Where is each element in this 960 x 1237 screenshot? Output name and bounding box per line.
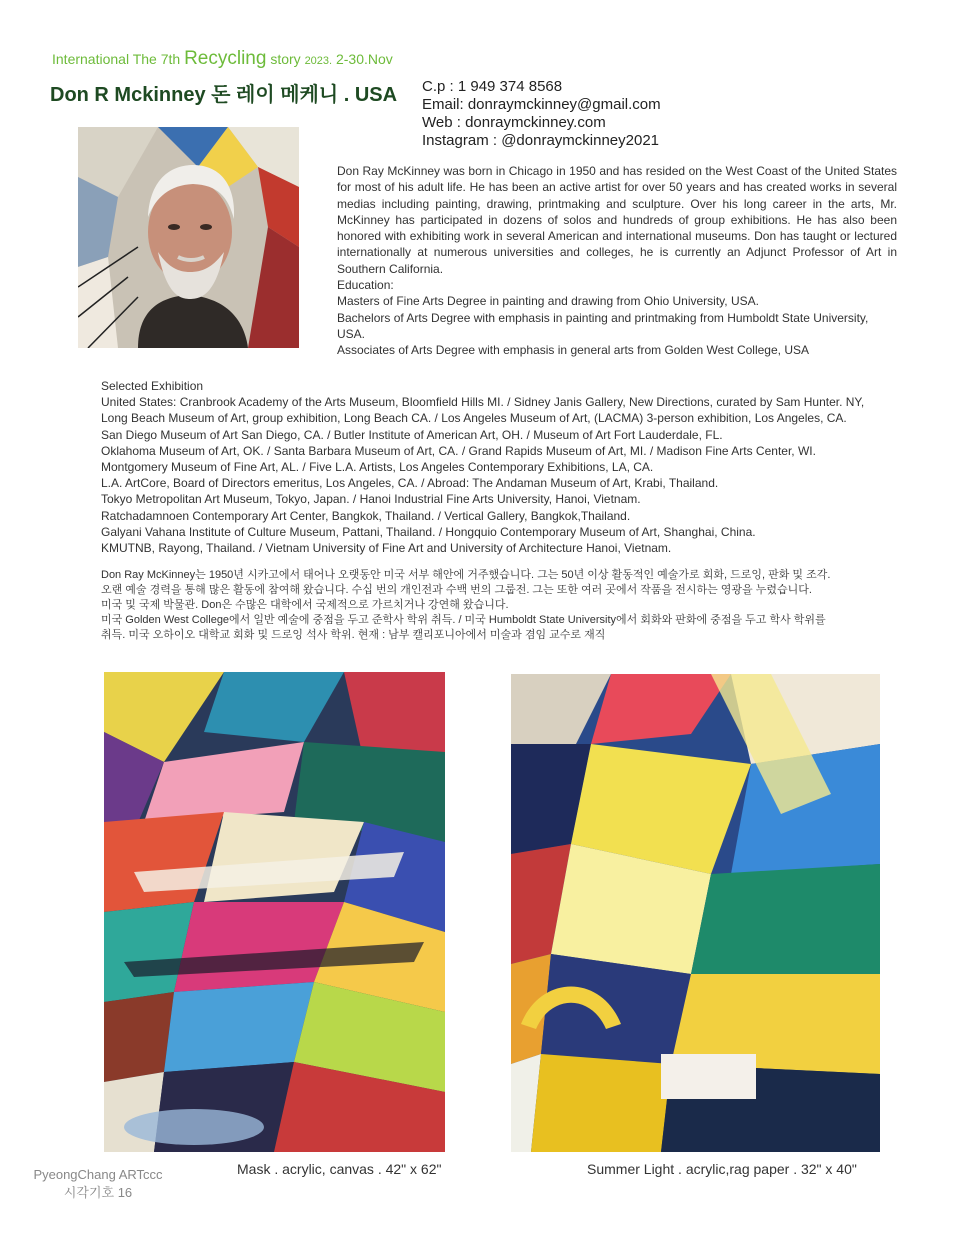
contact-web: Web : donraymckinney.com — [422, 114, 606, 131]
header-prefix: International The 7th — [52, 51, 185, 67]
korean-line: 오랜 예술 경력을 통해 많은 활동에 참여해 왔습니다. 수십 번의 개인전과 수백 번의 그룹전. 그는 또한 여러 곳에서 작품을 전시하는 영광을 누렸습니다. — [101, 584, 812, 596]
footer-publication: PyeongChang ARTccc — [33, 1167, 163, 1182]
contact-instagram: Instagram : @donraymckinney2021 — [422, 132, 660, 149]
header-year: 2023. — [304, 55, 333, 67]
artwork-caption-mask: Mask . acrylic, canvas . 42" x 62" — [237, 1161, 442, 1177]
exhibition-line: San Diego Museum of Art San Diego, CA. / Butler Institute of American Art, OH. / Museum of Art Fort Lauderdale, FL. — [101, 427, 723, 442]
korean-line: Don Ray McKinney는 1950년 시카고에서 태어나 오랫동안 미국 서부 해안에 거주했습니다. 그는 50년 이상 활동적인 예술가로 회화, 드로잉, 판화 및 조각. — [101, 569, 831, 581]
bio-paragraph: Don Ray McKinney was born in Chicago in 1950 and has resided on the West Coast of the United States for most of his adult life. He has been an active artist for over 50 years and has created works in several medias including painting, drawing, printmaking and sculpture. Over his long career in the arts, Mr. McKinney has participated in dozens of solos and hundreds of group exhibitions. He has also been honored with exhibiting work in several American and international museums. Don has taught or lectured internationally at numerous universities and colleges, he is currently an Adjunct Professor of Art in Southern California. — [337, 164, 897, 276]
exhibition-line: L.A. ArtCore, Board of Directors emeritus, Los Angeles, CA. / Abroad: The Andaman Museum of Art, Krabi, Thailand. — [101, 476, 719, 491]
contact-email: Email: donraymckinney@gmail.com — [422, 96, 661, 113]
exhibition-line: Tokyo Metropolitan Art Museum, Tokyo, Japan. / Hanoi Industrial Fine Arts University, Hanoi, Vietnam. — [101, 492, 641, 507]
artist-portrait — [78, 127, 299, 348]
korean-biography — [101, 568, 921, 643]
exhibition-line: Ratchadamnoen Contemporary Art Center, Bangkok, Thailand. / Vertical Gallery, Bangkok,Thailand. — [101, 508, 631, 523]
header-highlight: Recycling — [184, 48, 267, 69]
exhibition-line: Long Beach Museum of Art, group exhibition, Long Beach CA. / Los Angeles Museum of Art, (LACMA) 3-person exhibition, Los Angeles, CA. — [101, 411, 847, 426]
exhibition-line: Oklahoma Museum of Art, OK. / Santa Barbara Museum of Art, CA. / Grand Rapids Museum of Art, MI. / Madison Fine Arts Center, WI. — [101, 443, 816, 458]
exhibitions-title: Selected Exhibition — [101, 379, 204, 393]
korean-line: 미국 Golden West College에서 일반 예술에 중점을 두고 준학사 학위 취득. / 미국 Humboldt State University에서 회화와 판화에 중점을 두고 학사 학위를 — [101, 614, 826, 626]
education-label: Education: — [337, 278, 394, 293]
event-header — [52, 48, 393, 70]
artwork-mask — [104, 672, 445, 1152]
footer-page-number: 시각기호 16 — [63, 1185, 133, 1200]
header-middle: story — [266, 51, 305, 67]
artwork-summer-light — [511, 674, 880, 1152]
contact-phone: C.p : 1 949 374 8568 — [422, 78, 563, 95]
korean-line: 취득. 미국 오하이오 대학교 회화 및 드로잉 석사 학위. 현재 : 남부 캘리포니아에서 미술과 겸임 교수로 재직 — [101, 629, 606, 641]
selected-exhibitions — [101, 378, 921, 556]
page-footer — [28, 1166, 168, 1202]
korean-line: 미국 및 국제 박물관. Don은 수많은 대학에서 국제적으로 가르치거나 강연해 왔습니다. — [101, 599, 509, 611]
header-dates: 2-30.Nov — [332, 51, 393, 67]
exhibition-line: United States: Cranbrook Academy of the Arts Museum, Bloomfield Hills MI. / Sidney Janis Gallery, New Directions, curated by Sam Hunter. NY, — [101, 395, 865, 410]
artwork-caption-summer-light: Summer Light . acrylic,rag paper . 32" x 40" — [587, 1161, 857, 1177]
education-item: Associates of Arts Degree with emphasis in general arts from Golden West College, USA — [337, 343, 809, 358]
biography — [337, 163, 897, 359]
exhibition-line: KMUTNB, Rayong, Thailand. / Vietnam University of Fine Art and University of Architecture Hanoi, Vietnam. — [101, 541, 672, 556]
exhibition-line: Galyani Vahana Institute of Culture Museum, Pattani, Thailand. / Hongquio Contemporary Museum of Art, Shanghai, China. — [101, 524, 756, 539]
exhibition-line: Montgomery Museum of Fine Art, AL. / Five L.A. Artists, Los Angeles Contemporary Exhibitions, LA, CA. — [101, 460, 654, 475]
artist-name: Don R Mckinney 돈 레이 메케니 . USA — [50, 84, 398, 106]
education-item: Bachelors of Arts Degree with emphasis in painting and printmaking from Humboldt State University, USA. — [337, 310, 869, 341]
contact-block — [422, 78, 661, 150]
education-item: Masters of Fine Arts Degree in painting and drawing from Ohio University, USA. — [337, 294, 759, 309]
